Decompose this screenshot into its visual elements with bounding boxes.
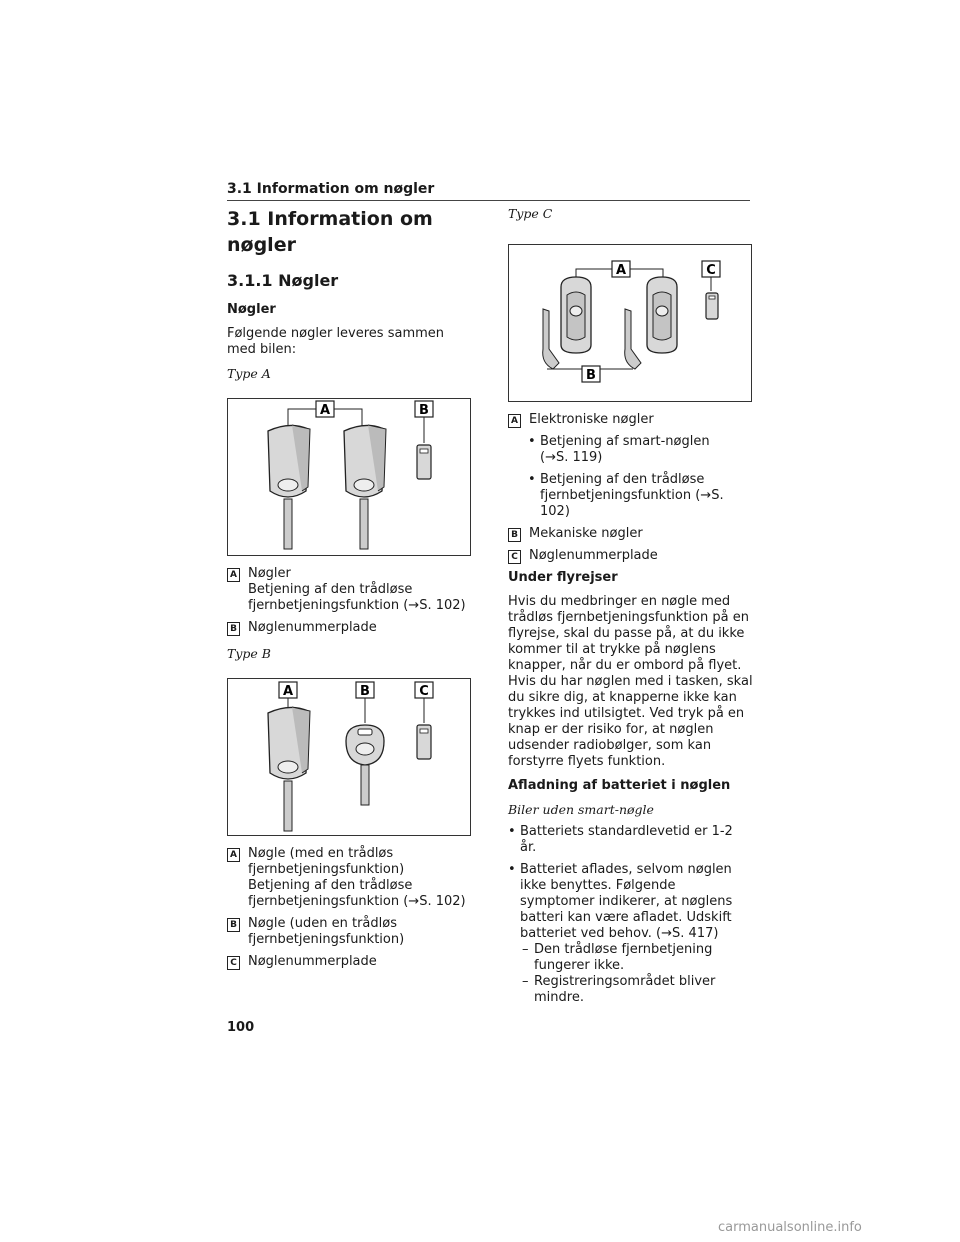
type-c-item-b — [508, 526, 753, 542]
type-c-label: Type C — [508, 206, 553, 221]
section-title: 3.1 Information om nøgler — [227, 208, 433, 256]
battery-bullet-1-text: Batteriets standardlevetid er 1-2 år. — [520, 824, 733, 855]
badge-c: C — [508, 550, 521, 564]
left-column — [227, 206, 472, 976]
badge-a: A — [508, 414, 521, 428]
right-column — [508, 206, 753, 1006]
type-c-bullet-1-line-1: Betjening af smart-nøglen — [540, 434, 710, 449]
watermark: carmanualsonline.info — [718, 1220, 862, 1235]
page-number: 100 — [227, 1020, 255, 1035]
type-b-item-a — [227, 846, 472, 910]
type-b-illustration — [228, 679, 470, 835]
type-c-item-c — [508, 548, 753, 564]
type-a-item-b — [227, 620, 472, 636]
type-a-item-a-line-2: Betjening af den trådløse — [248, 582, 413, 597]
type-b-item-a-line-3: Betjening af den trådløse — [248, 878, 413, 893]
type-b-item-b-line-2: fjernbetjeningsfunktion) — [248, 932, 405, 947]
type-c-bullet-2-line-2: fjernbetjeningsfunktion (→S. 102) — [540, 488, 724, 519]
remote-key-icon — [268, 707, 310, 831]
type-a-item-a-line-1: Nøgler — [248, 566, 291, 581]
type-b-item-a-line-1: Nøgle (med en trådløs — [248, 846, 394, 861]
key-1-icon — [268, 425, 310, 549]
smart-key-1-icon — [543, 277, 591, 369]
type-c-bullet-1: • Betjening af smart-nøglen (→S. 119) — [528, 434, 710, 465]
intro-text: Følgende nøgler leveres sammen med bilen: — [227, 326, 445, 357]
figure-label-a: A — [319, 403, 331, 418]
badge-c: C — [227, 956, 240, 970]
badge-b: B — [508, 528, 521, 542]
figure-b-label-b: B — [360, 684, 370, 699]
heading-flight: Under flyrejser — [508, 570, 618, 585]
type-c-item-c-text: Nøglenummerplade — [529, 548, 658, 563]
badge-b: B — [227, 622, 240, 636]
type-c-figure — [508, 244, 752, 402]
type-c-item-a — [508, 412, 753, 428]
figure-c-label-a: A — [615, 263, 627, 278]
badge-b: B — [227, 918, 240, 932]
badge-a: A — [227, 848, 240, 862]
type-b-figure — [227, 678, 471, 836]
type-a-item-a — [227, 566, 472, 614]
badge-a: A — [227, 568, 240, 582]
mechanical-key-icon — [346, 725, 384, 805]
running-title: 3.1 Information om nøgler — [227, 181, 435, 197]
figure-label-b: B — [419, 403, 429, 418]
type-a-figure — [227, 398, 471, 556]
figure-b-label-c: C — [419, 684, 429, 699]
type-c-bullet-2-line-1: Betjening af den trådløse — [540, 472, 705, 487]
heading-battery: Afladning af batteriet i nøglen — [508, 778, 731, 793]
battery-bullet-1: • Batteriets standardlevetid er 1-2 år. — [508, 824, 753, 856]
battery-dash-2: – Registreringsområdet bliver mindre. — [522, 974, 753, 1006]
subsection-title: 3.1.1 Nøgler — [227, 271, 339, 290]
type-b-label: Type B — [227, 646, 271, 661]
battery-dash-2-text: Registreringsområdet bliver mindre. — [534, 974, 716, 1005]
key-2-icon — [344, 425, 386, 549]
type-c-bullet-1-line-2: (→S. 119) — [540, 450, 603, 465]
type-b-item-c — [227, 954, 472, 970]
type-a-illustration — [228, 399, 470, 555]
type-a-label: Type A — [227, 366, 271, 381]
figure-c-label-c: C — [706, 263, 716, 278]
figure-c-label-b: B — [586, 368, 596, 383]
running-header — [227, 178, 750, 201]
type-c-illustration — [509, 245, 751, 401]
type-a-item-b-line-1: Nøglenummerplade — [248, 620, 377, 635]
heading-keys: Nøgler — [227, 302, 276, 317]
battery-bullet-2-text: Batteriet aflades, selvom nøglen ikke benyttes. Følgende symptomer indikerer, at nøglens batteri kan være afladet. Udskift batteriet ved behov. (→S. 417) — [520, 862, 733, 941]
battery-dash-1-text: Den trådløse fjernbetjening fungerer ikke. — [534, 942, 713, 973]
type-b-item-b — [227, 916, 472, 948]
figure-b-label-a: A — [282, 684, 294, 699]
battery-subheading: Biler uden smart-nøgle — [508, 802, 654, 817]
battery-bullet-2: • Batteriet aflades, selvom nøglen ikke benyttes. Følgende symptomer indikerer, at nøglens batteri kan være afladet. Udskift batteriet ved behov. (→S. 417) — [508, 862, 753, 942]
type-b-item-b-line-1: Nøgle (uden en trådløs — [248, 916, 397, 931]
battery-dash-1: – Den trådløse fjernbetjening fungerer ikke. — [522, 942, 753, 974]
type-a-item-a-line-3: fjernbetjeningsfunktion (→S. 102) — [248, 598, 466, 613]
type-c-item-a-text: Elektroniske nøgler — [529, 412, 654, 427]
type-b-item-a-line-4: fjernbetjeningsfunktion (→S. 102) — [248, 894, 466, 909]
type-c-item-b-text: Mekaniske nøgler — [529, 526, 643, 541]
type-b-item-c-line-1: Nøglenummerplade — [248, 954, 377, 969]
type-c-bullet-2: • Betjening af den trådløse fjernbetjeningsfunktion (→S. 102) — [528, 472, 753, 520]
smart-key-2-icon — [625, 277, 677, 369]
type-b-item-a-line-2: fjernbetjeningsfunktion) — [248, 862, 405, 877]
flight-text: Hvis du medbringer en nøgle med trådløs fjernbetjeningsfunktion på en flyrejse, skal du passe på, at du ikke kommer til at trykke på nøglens knapper, når du er ombord på flyet. Hvis du har nøglen med i tasken, skal du sikre dig, at knapperne ikke kan trykkes ind utilsigtet. Ved tryk på en knap er der risiko for, at nøglen udsender radiobølger, som kan forstyrre flyets funktion. — [508, 594, 753, 769]
